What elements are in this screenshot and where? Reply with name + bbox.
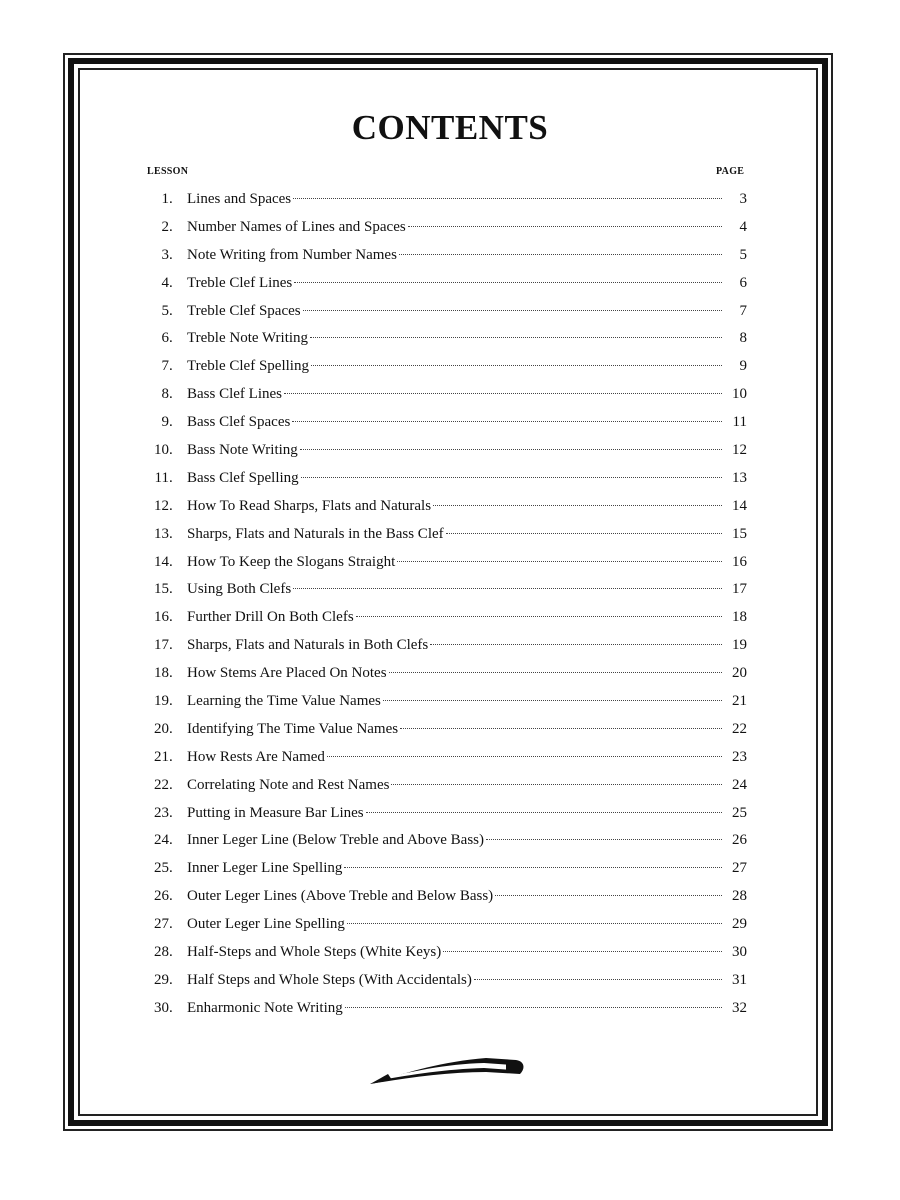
- lesson-number: 8: [161, 386, 169, 403]
- toc-entry: [147, 381, 747, 409]
- number-period: .: [169, 553, 173, 570]
- lesson-title: Further Drill On Both Clefs: [187, 609, 354, 626]
- lesson-number: 18: [154, 665, 169, 682]
- toc-entry: [147, 186, 747, 214]
- lesson-title: How Stems Are Placed On Notes: [187, 665, 387, 682]
- dot-leader: [486, 839, 722, 840]
- page-number: 26: [732, 832, 747, 849]
- dot-leader: [356, 616, 722, 617]
- dot-leader: [294, 282, 722, 283]
- page-number: 16: [732, 553, 747, 570]
- toc-entry: [147, 493, 747, 521]
- number-period: .: [169, 944, 173, 961]
- lesson-title: Identifying The Time Value Names: [187, 720, 399, 737]
- toc-entry: [147, 967, 747, 995]
- number-period: .: [169, 497, 173, 514]
- number-period: .: [169, 720, 173, 737]
- lesson-number: 6: [161, 330, 169, 347]
- lesson-title: Treble Clef Spelling: [187, 358, 309, 375]
- number-period: .: [169, 665, 173, 682]
- lesson-title: Bass Clef Spelling: [187, 469, 299, 486]
- number-period: .: [169, 832, 173, 849]
- lesson-title: Outer Leger Line Spelling: [187, 916, 345, 933]
- number-period: .: [169, 693, 173, 710]
- lesson-number: 24: [154, 832, 169, 849]
- lesson-number: 29: [154, 971, 169, 988]
- lesson-number: 28: [154, 944, 169, 961]
- table-of-contents: [147, 186, 747, 1023]
- lesson-number: 9: [161, 414, 169, 431]
- toc-entry: [147, 549, 747, 577]
- dot-leader: [408, 226, 722, 227]
- dot-leader: [474, 979, 722, 980]
- pencil-icon: [366, 1052, 528, 1088]
- lesson-title: Sharps, Flats and Naturals in Both Clefs: [187, 637, 429, 654]
- lesson-number: 3: [161, 246, 169, 263]
- number-period: .: [169, 330, 173, 347]
- page-number: 28: [732, 888, 747, 905]
- toc-entry: [147, 855, 747, 883]
- number-period: .: [169, 358, 173, 375]
- page-number: 13: [732, 469, 747, 486]
- page-number: 20: [732, 665, 747, 682]
- page-number: 19: [732, 637, 747, 654]
- dot-leader: [433, 505, 722, 506]
- lesson-title: Treble Note Writing: [187, 330, 309, 347]
- lesson-number: 23: [154, 804, 169, 821]
- number-period: .: [169, 525, 173, 542]
- dot-leader: [293, 588, 722, 589]
- toc-entry: [147, 827, 747, 855]
- dot-leader: [389, 672, 722, 673]
- lesson-title: Note Writing from Number Names: [187, 246, 397, 263]
- toc-entry: [147, 995, 747, 1023]
- lesson-number: 21: [154, 748, 169, 765]
- page-number: 18: [732, 609, 747, 626]
- lesson-number: 10: [154, 442, 169, 459]
- page-number: 5: [739, 246, 747, 263]
- number-period: .: [169, 246, 173, 263]
- lesson-title: Sharps, Flats and Naturals in the Bass Clef: [187, 525, 444, 542]
- lesson-title: Inner Leger Line (Below Treble and Above Bass): [187, 832, 485, 849]
- page-number: 4: [739, 218, 747, 235]
- number-period: .: [169, 971, 173, 988]
- number-period: .: [169, 748, 173, 765]
- dot-leader: [303, 310, 722, 311]
- lesson-number: 16: [154, 609, 169, 626]
- number-period: .: [169, 442, 173, 459]
- lesson-number: 26: [154, 888, 169, 905]
- dot-leader: [399, 254, 722, 255]
- toc-entry: [147, 660, 747, 688]
- toc-entry: [147, 242, 747, 270]
- lesson-title: Bass Clef Spaces: [187, 414, 291, 431]
- lesson-number: 11: [154, 469, 169, 486]
- number-period: .: [169, 776, 173, 793]
- toc-entry: [147, 939, 747, 967]
- lesson-title: Treble Clef Spaces: [187, 302, 301, 319]
- page-column-header: PAGE: [716, 166, 745, 177]
- toc-entry: [147, 465, 747, 493]
- dot-leader: [430, 644, 722, 645]
- lesson-number: 27: [154, 916, 169, 933]
- lesson-number: 13: [154, 525, 169, 542]
- lesson-title: How To Read Sharps, Flats and Naturals: [187, 497, 432, 514]
- lesson-number: 14: [154, 553, 169, 570]
- lesson-title: Outer Leger Lines (Above Treble and Below Bass): [187, 888, 494, 905]
- page-title: CONTENTS: [351, 108, 549, 147]
- page-number: 29: [732, 916, 747, 933]
- number-period: .: [169, 860, 173, 877]
- lesson-title: How Rests Are Named: [187, 748, 325, 765]
- lesson-number: 25: [154, 860, 169, 877]
- lesson-number: 5: [161, 302, 169, 319]
- toc-entry: [147, 270, 747, 298]
- toc-entry: [147, 911, 747, 939]
- toc-entry: [147, 214, 747, 242]
- lesson-title: Bass Clef Lines: [187, 386, 282, 403]
- number-period: .: [169, 916, 173, 933]
- lesson-title: Half Steps and Whole Steps (With Accidentals): [187, 971, 472, 988]
- number-period: .: [169, 999, 173, 1016]
- dot-leader: [327, 756, 722, 757]
- lesson-title: Lines and Spaces: [187, 191, 292, 207]
- page-number: 25: [732, 804, 747, 821]
- page-number: 30: [732, 944, 747, 961]
- dot-leader: [397, 561, 722, 562]
- page-number: 32: [732, 999, 747, 1016]
- dot-leader: [400, 728, 722, 729]
- page-number: 24: [732, 776, 747, 793]
- lesson-column-header: LESSON: [147, 166, 189, 177]
- lesson-title: Inner Leger Line Spelling: [187, 860, 343, 877]
- page-number: 21: [732, 693, 747, 710]
- lesson-number: 15: [154, 581, 169, 598]
- lesson-number: 1: [161, 191, 169, 207]
- lesson-title: Bass Note Writing: [187, 442, 298, 459]
- dot-leader: [311, 365, 722, 366]
- lesson-number: 7: [161, 358, 169, 375]
- toc-entry: [147, 800, 747, 828]
- dot-leader: [301, 477, 722, 478]
- lesson-title: Treble Clef Lines: [187, 274, 293, 291]
- dot-leader: [300, 449, 722, 450]
- lesson-number: 19: [154, 693, 169, 710]
- dot-leader: [345, 1007, 722, 1008]
- toc-entry: [147, 604, 747, 632]
- page-number: 15: [732, 525, 747, 542]
- lesson-number: 4: [161, 274, 169, 291]
- page-number: 23: [732, 748, 747, 765]
- lesson-number: 2: [161, 218, 169, 235]
- page-number: 3: [739, 191, 747, 207]
- number-period: .: [169, 637, 173, 654]
- toc-entry: [147, 437, 747, 465]
- toc-entry: [147, 883, 747, 911]
- lesson-title: Number Names of Lines and Spaces: [187, 218, 406, 235]
- lesson-number: 30: [154, 999, 169, 1016]
- dot-leader: [366, 812, 722, 813]
- page-number: 8: [739, 330, 747, 347]
- page-number: 31: [732, 971, 747, 988]
- number-period: .: [169, 888, 173, 905]
- toc-entry: [147, 772, 747, 800]
- toc-entry: [147, 325, 747, 353]
- toc-entry: [147, 409, 747, 437]
- number-period: .: [169, 414, 173, 431]
- lesson-title: Enharmonic Note Writing: [187, 999, 343, 1016]
- lesson-title: Using Both Clefs: [187, 581, 292, 598]
- page-number: 12: [732, 442, 747, 459]
- number-period: .: [169, 274, 173, 291]
- lesson-title: Learning the Time Value Names: [187, 693, 381, 710]
- toc-entry: [147, 353, 747, 381]
- toc-entry: [147, 521, 747, 549]
- number-period: .: [169, 302, 173, 319]
- page-number: 27: [732, 860, 747, 877]
- toc-entry: [147, 632, 747, 660]
- page-number: 9: [739, 358, 747, 375]
- lesson-title: Half-Steps and Whole Steps (White Keys): [187, 944, 442, 961]
- number-period: .: [169, 191, 173, 207]
- dot-leader: [344, 867, 722, 868]
- number-period: .: [169, 469, 173, 486]
- dot-leader: [310, 337, 722, 338]
- lesson-title: Correlating Note and Rest Names: [187, 776, 390, 793]
- dot-leader: [292, 421, 722, 422]
- dot-leader: [495, 895, 722, 896]
- dot-leader: [347, 923, 722, 924]
- dot-leader: [293, 198, 722, 199]
- number-period: .: [169, 609, 173, 626]
- toc-entry: [147, 576, 747, 604]
- lesson-number: 20: [154, 720, 169, 737]
- dot-leader: [443, 951, 722, 952]
- lesson-number: 22: [154, 776, 169, 793]
- lesson-number: 17: [154, 637, 169, 654]
- dot-leader: [446, 533, 722, 534]
- page-number: 6: [739, 274, 747, 291]
- page-number: 14: [732, 497, 747, 514]
- number-period: .: [169, 581, 173, 598]
- page-number: 10: [732, 386, 747, 403]
- page-number: 7: [739, 302, 747, 319]
- number-period: .: [169, 386, 173, 403]
- number-period: .: [169, 804, 173, 821]
- dot-leader: [383, 700, 722, 701]
- page-number: 22: [732, 720, 747, 737]
- dot-leader: [284, 393, 722, 394]
- toc-entry: [147, 716, 747, 744]
- toc-entry: [147, 688, 747, 716]
- lesson-title: Putting in Measure Bar Lines: [187, 804, 364, 821]
- lesson-number: 12: [154, 497, 169, 514]
- toc-entry: [147, 744, 747, 772]
- dot-leader: [391, 784, 722, 785]
- page-number: 11: [732, 414, 747, 431]
- number-period: .: [169, 218, 173, 235]
- page-number: 17: [732, 581, 747, 598]
- toc-entry: [147, 298, 747, 326]
- lesson-title: How To Keep the Slogans Straight: [187, 553, 396, 570]
